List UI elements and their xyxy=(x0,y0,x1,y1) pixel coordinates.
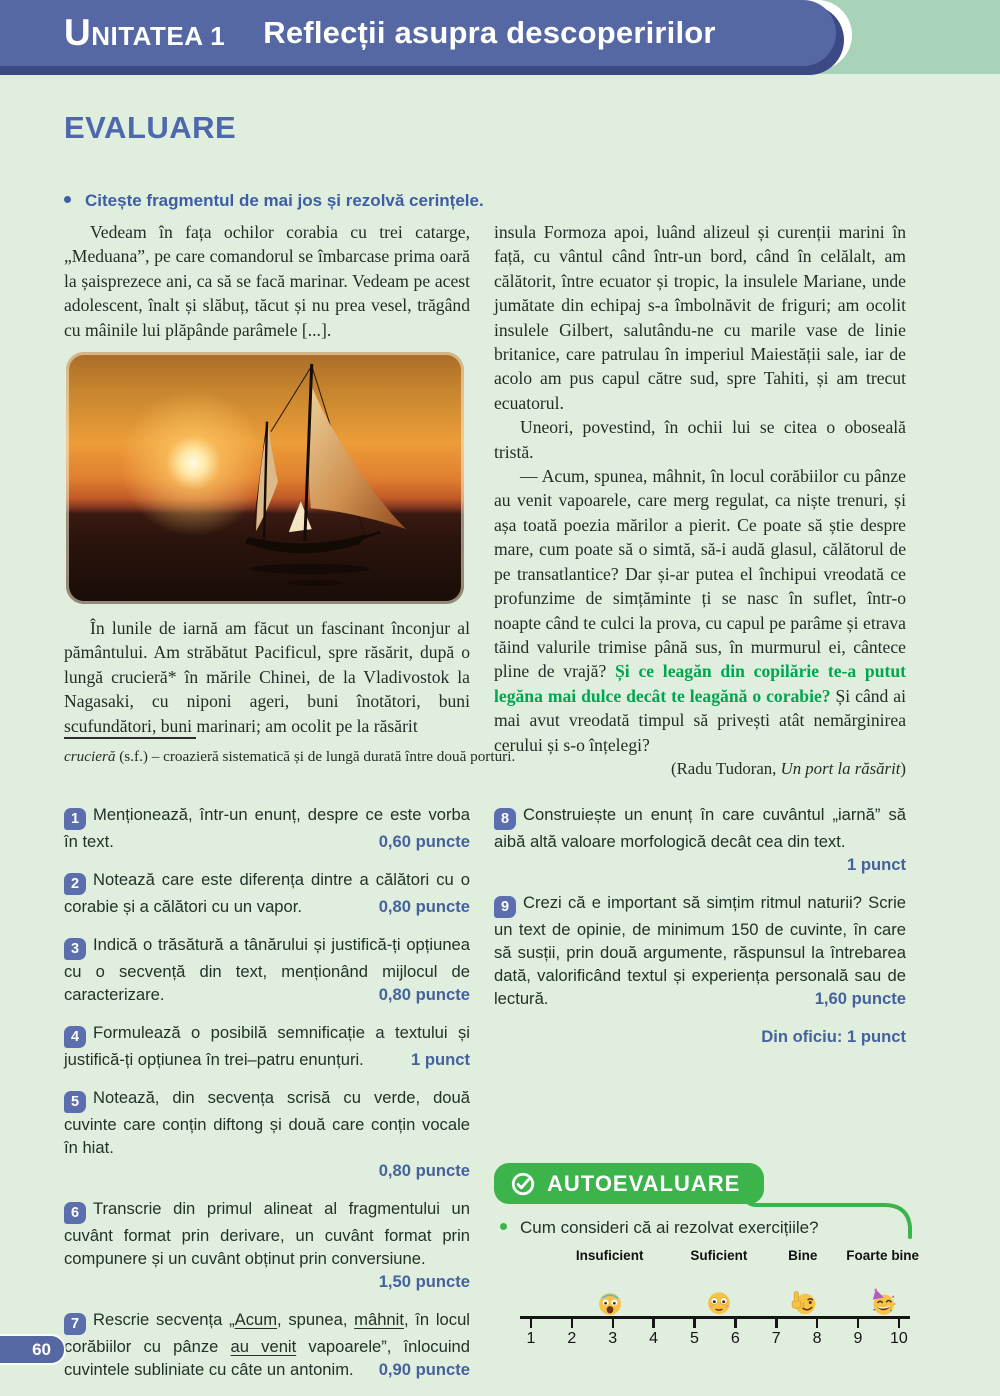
exercise-number-badge: 8 xyxy=(494,808,516,830)
footnote-term: crucieră xyxy=(64,748,116,765)
scale-tick-cell xyxy=(684,1316,706,1348)
reading-paragraph: Uneori, povestind, în ochii lui se citea o oboseală tristă. xyxy=(494,417,906,462)
scale-number: 9 xyxy=(853,1330,863,1347)
exercise-text: Rescrie secvența „ xyxy=(93,1310,235,1329)
scale-label-insuficient: Insuficient xyxy=(575,1248,644,1263)
exercise-points: 0,80 puncte xyxy=(378,897,470,916)
sailboat-silhouette xyxy=(66,352,464,603)
exercises-column-left xyxy=(64,803,470,1396)
scale-tick-cell xyxy=(520,1316,542,1348)
reading-paragraph: În lunile de iarnă am făcut un fascinant înconjur al pământului. Am străbătut Pacificul, spre răsărit, după o lungă crucieră* în mările Chinei, de la Vladivostok la Nagasaki, cu niponi ageri, buni înotători, buni scufundători, buni marinari; am ocolit pe la răsărit xyxy=(64,618,470,736)
attribution-author: (Radu Tudoran, xyxy=(671,758,781,778)
unit-title: Reflecții asupra descoperirilor xyxy=(263,15,716,50)
scale-number: 1 xyxy=(526,1330,536,1347)
exercise-text: Menționează, într-un enunț, despre ce este vorba în text. xyxy=(64,805,470,851)
bonus-points: Din oficiu: 1 punct xyxy=(761,1027,906,1046)
scale-tick-cell xyxy=(643,1316,665,1348)
page-title: EVALUARE xyxy=(64,110,237,145)
exercise-text: vapoarele”, înlocuind cuvintele subliniate cu câte un antonim. xyxy=(64,1337,470,1379)
footnote-rule xyxy=(64,737,196,739)
exercise-number-badge: 4 xyxy=(64,1026,86,1048)
paragraph-text: — Acum, spunea, mâhnit, în locul corăbiilor cu pânze au venit vapoarele, care merg regulat, ca niște trenuri, și așa toată poezia mărilor a pierit. Ce poate să știe despre mare, cum poate să o simtă, să-i audă glasul, călătorul de pe transatlantice? Dar și-ar putea el închipui vreodată ce profunzime de simțăminte ți se nasc în suflet, într-o noapte când te culci la prova, cu capul pe parâme și etrava tăind valurile trimise până sus, în murmurul ei, cântece pline de vrajă? xyxy=(494,466,906,682)
underlined-word: au venit xyxy=(230,1337,297,1356)
exercise-8 xyxy=(494,803,906,876)
exercise-number-badge: 6 xyxy=(64,1202,86,1224)
exercise-points: 0,60 puncte xyxy=(378,832,470,851)
scale-label-foarte-bine: Foarte bine xyxy=(846,1248,920,1263)
exercise-number-badge: 1 xyxy=(64,808,86,830)
autoevaluare-title: AUTOEVALUARE xyxy=(547,1170,741,1196)
flushed-face-emoji xyxy=(704,1288,733,1317)
scale-tick-cell xyxy=(888,1316,910,1348)
exercise-5 xyxy=(64,1086,470,1182)
intro-instruction xyxy=(64,191,484,211)
exercise-7 xyxy=(64,1308,470,1381)
scale-number: 5 xyxy=(690,1330,699,1347)
exercise-3 xyxy=(64,933,470,1006)
scale-ticks xyxy=(520,1316,910,1348)
page-number-badge xyxy=(0,1336,64,1363)
autoevaluare-question-text: Cum consideri că ai rezolvat exercițiile? xyxy=(520,1218,819,1237)
attribution-work-title: Un port la răsărit xyxy=(780,758,901,778)
reading-paragraph xyxy=(494,464,906,757)
unit-banner xyxy=(0,0,836,66)
scale-number: 6 xyxy=(730,1330,740,1347)
scale-number: 3 xyxy=(608,1330,618,1347)
exercise-text: , în locul corăbiilor cu pânze xyxy=(64,1310,470,1356)
attribution-close: ) xyxy=(900,758,906,778)
scale-tick-cell xyxy=(561,1316,583,1348)
exercise-number-badge: 5 xyxy=(64,1091,86,1113)
exercise-points: 0,90 puncte xyxy=(378,1360,470,1379)
scale-tick-cell xyxy=(602,1316,624,1348)
exercise-9 xyxy=(494,891,906,1010)
exercise-4 xyxy=(64,1021,470,1071)
exercise-text: Notează, din secvența scrisă cu verde, două cuvinte care conțin diftong și două care conțin vocale în hiat. xyxy=(64,1088,470,1157)
footnote xyxy=(64,737,684,766)
footnote-definition: (s.f.) – croazieră sistematică și de lungă durată între două porturi. xyxy=(115,748,516,765)
exercise-1 xyxy=(64,803,470,853)
exercises-column-right xyxy=(494,803,906,1048)
self-assessment-scale xyxy=(520,1248,920,1350)
party-face-emoji xyxy=(868,1288,897,1317)
bullet-icon xyxy=(500,1223,507,1230)
exercise-points: 0,80 puncte xyxy=(378,985,470,1004)
green-highlighted-sentence: Și ce leagăn din copilărie te-a putut legăna mai dulce decât te leagănă o corabie? xyxy=(494,661,906,706)
scale-tick-cell xyxy=(724,1316,746,1348)
exercise-text: Indică o trăsătură a tânărului și justifică-ți opțiunea cu o secvență din text, menționând mijlocul de caracterizare. xyxy=(64,935,470,1004)
exercise-text: Construiește un enunț în care cuvântul „iarnă” să aibă altă valoare morfologică decât cea din text. xyxy=(494,805,906,851)
page-number: 60 xyxy=(32,1339,51,1359)
autoevaluare-question xyxy=(494,1218,928,1238)
bullet-icon xyxy=(64,196,71,203)
exercise-6 xyxy=(64,1197,470,1293)
reading-column-right xyxy=(494,220,906,781)
exercise-text: Formulează o posibilă semnificație a textului și justifică-ți opțiunea în trei–patru enunțuri. xyxy=(64,1023,470,1069)
scale-tick-cell xyxy=(847,1316,869,1348)
unit-label: UNITATEA 1 xyxy=(64,12,226,53)
autoevaluare-banner xyxy=(494,1163,764,1204)
scale-number: 4 xyxy=(649,1330,659,1347)
scale-tick-cell xyxy=(765,1316,787,1348)
wink-thumbs-up-emoji xyxy=(788,1288,817,1317)
reading-paragraph: insula Formoza apoi, luând alizeul și curenții marini în față, cu vântul când într-un bord, când în celălalt, am călătorit, între ecuator și tropic, la insulele Mariane, unde jumătate din echipaj s-a îmbolnăvit de friguri; am ocolit insulele Gilbert, salutându-ne cu marile vase de linie britanice, care patrulau în imperiul Maiestății sale, iar de acolo am pus capul către sud, spre Tahiti, și am trecut ecuatorul. xyxy=(494,222,906,413)
exercise-text: , spunea, xyxy=(277,1310,355,1329)
scale-label-suficient: Suficient xyxy=(690,1248,748,1263)
scale-number: 2 xyxy=(567,1330,577,1347)
reading-column-left xyxy=(64,220,470,738)
exercise-text: Transcrie din primul alineat al fragmentului un cuvânt format prin derivare, un cuvânt format prin compunere și un cuvânt obținut prin conversiune. xyxy=(64,1199,470,1268)
exercise-points: 1 punct xyxy=(410,1050,470,1069)
underlined-word: Acum xyxy=(234,1310,278,1329)
autoevaluare-section xyxy=(494,1163,928,1350)
check-circle-icon xyxy=(510,1171,536,1197)
sailboat-sunset-photo xyxy=(66,352,464,604)
underlined-word: mâhnit xyxy=(354,1310,404,1329)
exercise-text: Crezi că e important să simțim ritmul naturii? Scrie un text de opinie, de minimum 150 de cuvinte, în care să susții, prin două argumente, răspunsul la întrebarea dată, valorificând textul și experiența personală sau de lectură. xyxy=(494,893,906,1008)
exercise-text: Notează care este diferența dintre a călători cu o corabie și a călători cu un vapor. xyxy=(64,870,470,916)
exercise-number-badge: 9 xyxy=(494,896,516,918)
exercise-points: 1,60 puncte xyxy=(814,989,906,1008)
paragraph-text: Și când ai mai avut vreodată timpul să privești atât nemărginirea cerului și s-o înțelegi? xyxy=(494,685,906,755)
scale-tick-cell xyxy=(806,1316,828,1348)
scale-number: 10 xyxy=(889,1330,908,1347)
exercise-2 xyxy=(64,868,470,918)
exercise-points: 1 punct xyxy=(846,855,906,874)
exercise-number-badge: 3 xyxy=(64,938,86,960)
exercise-points: 0,80 puncte xyxy=(378,1161,470,1180)
scale-number: 7 xyxy=(771,1330,781,1347)
scale-number: 8 xyxy=(812,1330,822,1347)
exercise-number-badge: 2 xyxy=(64,873,86,895)
exercise-number-badge: 7 xyxy=(64,1313,86,1335)
intro-instruction-text: Citește fragmentul de mai jos și rezolvă cerințele. xyxy=(85,191,484,210)
fearful-face-emoji xyxy=(595,1288,624,1317)
reading-paragraph: Vedeam în fața ochilor corabia cu trei catarge, „Meduana”, pe care comandorul se îmbarcase prima oară la șaisprezece ani, ca să se facă marinar. Vedeam pe acest adolescent, înalt și slăbuț, tăcut și nu prea vesel, trăgând cu mâinile lui plăpânde parâmele [...]. xyxy=(64,222,470,340)
scale-label-bine: Bine xyxy=(788,1248,818,1263)
exercise-points: 1,50 puncte xyxy=(378,1272,470,1291)
